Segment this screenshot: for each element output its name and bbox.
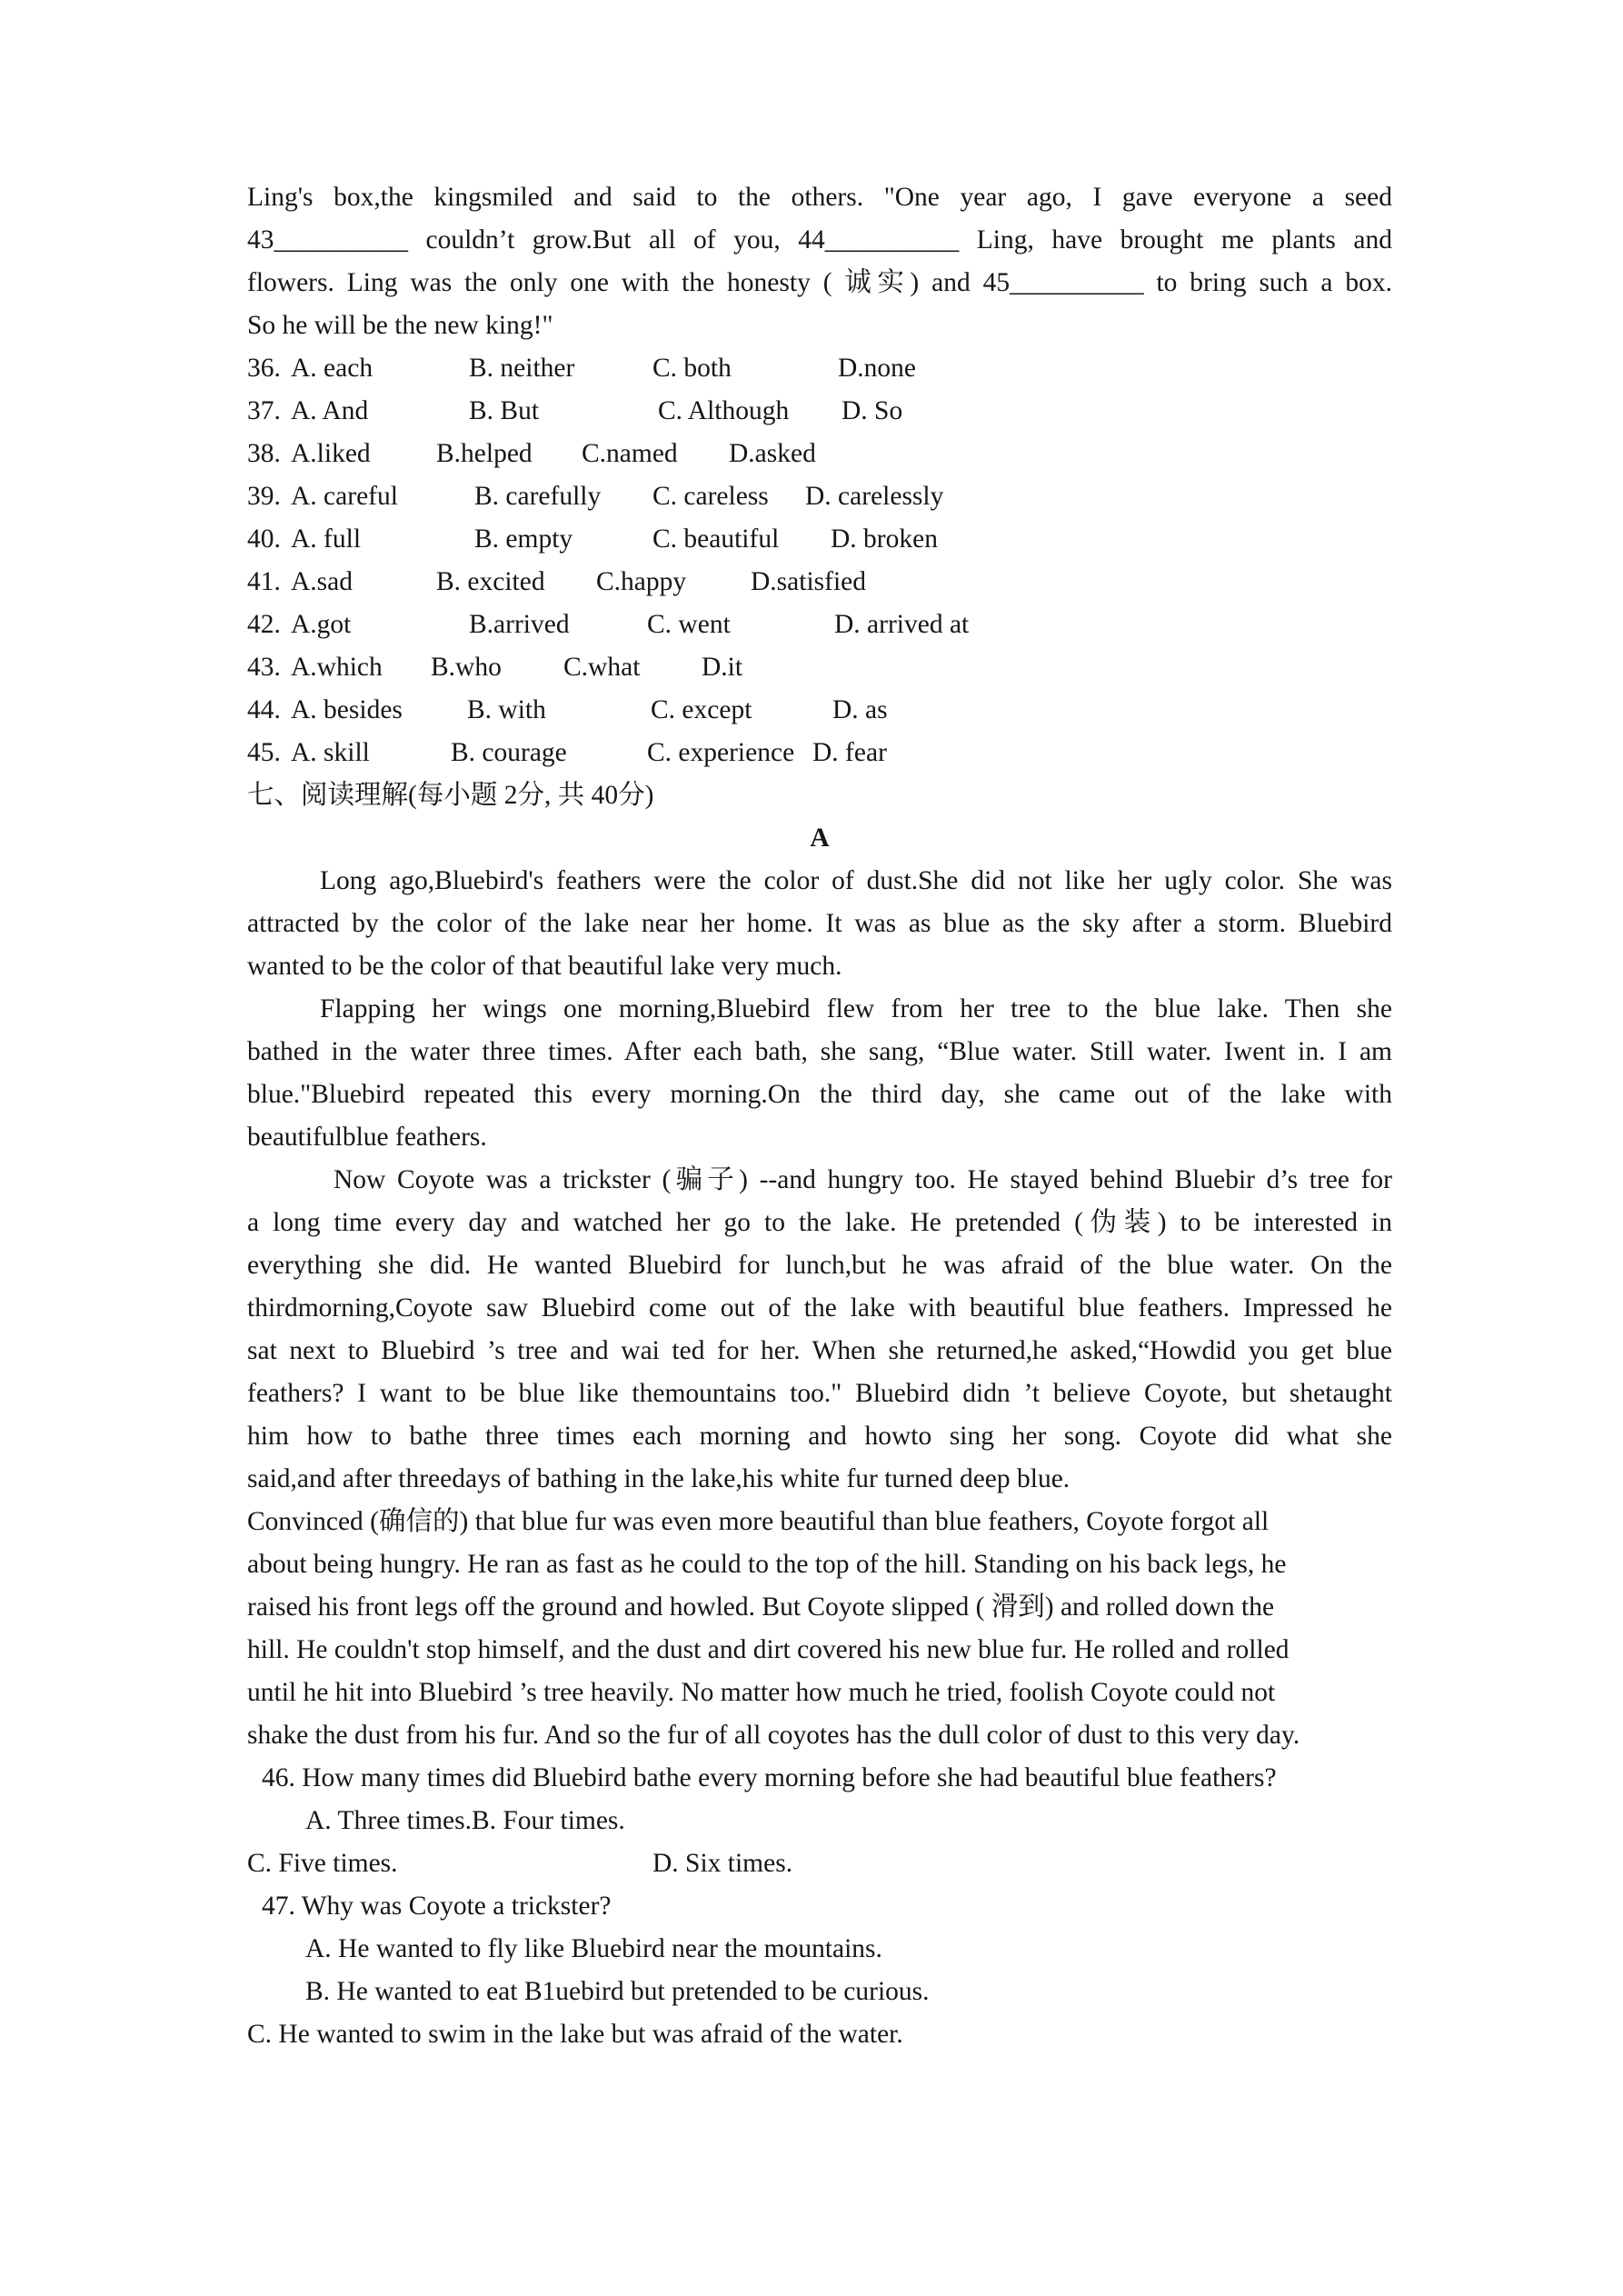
option-c: C. except: [651, 695, 752, 724]
option-row-36: [247, 347, 1392, 390]
cloze-options: [247, 347, 1392, 774]
option-row-39: [247, 475, 1392, 518]
passage-line: about being hungry. He ran as fast as he could to the top of the hill. Standing on his back legs, he: [247, 1550, 1287, 1579]
passage-line: shake the dust from his fur. And so the fur of all coyotes has the dull color of dust to this very day.: [247, 1721, 1300, 1750]
option-b: B. with: [467, 695, 546, 724]
passage-line: everything she did. He wanted Bluebird for lunch,but he was afraid of the blue water. On the: [247, 1251, 1392, 1280]
question-46-options-ab: A. Three times.B. Four times.: [305, 1806, 625, 1835]
option-c: C.what: [563, 653, 641, 682]
passage-line: sat next to Bluebird ’s tree and wai ted for her. When she returned,he asked,“Howdid you get blue: [247, 1336, 1392, 1365]
passage-line: beautifulblue feathers.: [247, 1123, 487, 1152]
question-47-option-a: A. He wanted to fly like Bluebird near the mountains.: [305, 1934, 882, 1963]
option-b: B. excited: [436, 567, 545, 596]
question-46: 46. How many times did Bluebird bathe every morning before she had beautiful blue feathers?: [262, 1763, 1277, 1792]
question-47-option-b: B. He wanted to eat B1uebird but pretended to be curious.: [305, 1977, 930, 2006]
option-d: D.it: [702, 653, 743, 682]
cloze-line: 43__________ couldn’t grow.But all of you, 44__________ Ling, have brought me plants and: [247, 225, 1392, 255]
option-number: 38.: [247, 439, 281, 468]
option-d: D. as: [832, 695, 888, 724]
passage-line: him how to bathe three times each morning and howto sing her song. Coyote did what she: [247, 1422, 1392, 1451]
cloze-line: Ling's box,the kingsmiled and said to the others. "One year ago, I gave everyone a seed: [247, 183, 1392, 212]
reading-passage: [247, 860, 1392, 1757]
option-b: B. empty: [474, 524, 573, 554]
passage-line: until he hit into Bluebird ’s tree heavily. No matter how much he tried, foolish Coyote could not: [247, 1678, 1276, 1707]
option-row-41: [247, 561, 1392, 604]
option-number: 41.: [247, 567, 281, 596]
question-46-option-d: D. Six times.: [652, 1849, 793, 1878]
passage-line: a long time every day and watched her go to the lake. He pretended (伪装) to be interested in: [247, 1208, 1392, 1237]
passage-line: Convinced (确信的) that blue fur was even more beautiful than blue feathers, Coyote forgot all: [247, 1507, 1270, 1536]
option-number: 40.: [247, 524, 281, 554]
option-row-42: [247, 604, 1392, 646]
option-d: D.none: [838, 354, 917, 383]
option-d: D. carelessly: [805, 482, 944, 511]
passage-line: blue."Bluebird repeated this every morning.On the third day, she came out of the lake with: [247, 1080, 1392, 1109]
option-c: C. careless: [652, 482, 769, 511]
option-a: A. full: [291, 524, 362, 554]
passage-label: A: [810, 824, 830, 853]
option-a: A.which: [291, 653, 383, 682]
option-b: B. courage: [451, 738, 567, 767]
option-c: C. both: [652, 354, 732, 383]
passage-line: feathers? I want to be blue like themountains too." Bluebird didn ’t believe Coyote, but shetaught: [247, 1379, 1392, 1408]
option-number: 45.: [247, 738, 281, 767]
option-c: C.named: [582, 439, 678, 468]
option-d: D.satisfied: [751, 567, 866, 596]
option-number: 43.: [247, 653, 281, 682]
option-row-40: [247, 518, 1392, 561]
option-row-37: [247, 390, 1392, 433]
questions: [247, 1757, 1392, 2056]
option-a: A. And: [291, 396, 369, 425]
option-b: B.helped: [436, 439, 533, 468]
option-a: A. each: [291, 354, 373, 383]
option-b: B.who: [431, 653, 502, 682]
option-b: B.arrived: [469, 610, 570, 639]
option-a: A. besides: [291, 695, 403, 724]
option-c: C. Although: [658, 396, 790, 425]
question-47: 47. Why was Coyote a trickster?: [262, 1892, 612, 1921]
passage-line: Now Coyote was a trickster (骗子) --and hungry too. He stayed behind Bluebir d’s tree for: [334, 1165, 1392, 1194]
passage-line: said,and after threedays of bathing in the lake,his white fur turned deep blue.: [247, 1464, 1070, 1493]
passage-line: bathed in the water three times. After each bath, she sang, “Blue water. Still water. Iwent in. I am: [247, 1037, 1392, 1066]
cloze-passage-end: [247, 176, 1392, 347]
question-47-option-c: C. He wanted to swim in the lake but was afraid of the water.: [247, 2020, 903, 2049]
option-number: 42.: [247, 610, 281, 639]
passage-line: wanted to be the color of that beautiful lake very much.: [247, 952, 842, 981]
option-row-44: [247, 689, 1392, 732]
option-d: D.asked: [729, 439, 816, 468]
option-a: A.sad: [291, 567, 353, 596]
exam-page: [247, 176, 1392, 2056]
cloze-line: So he will be the new king!": [247, 311, 553, 340]
option-number: 36.: [247, 354, 281, 383]
question-46-option-c: C. Five times.: [247, 1849, 398, 1878]
option-row-38: [247, 433, 1392, 475]
option-row-43: [247, 646, 1392, 689]
option-number: 37.: [247, 396, 281, 425]
question-46-options-cd: [247, 1842, 1392, 1885]
option-row-45: [247, 732, 1392, 774]
option-b: B. carefully: [474, 482, 602, 511]
option-number: 44.: [247, 695, 281, 724]
option-d: D. broken: [831, 524, 938, 554]
passage-line: Long ago,Bluebird's feathers were the color of dust.She did not like her ugly color. She was: [320, 866, 1392, 895]
option-a: A. skill: [291, 738, 370, 767]
passage-line: Flapping her wings one morning,Bluebird flew from her tree to the blue lake. Then she: [320, 994, 1392, 1023]
passage-line: hill. He couldn't stop himself, and the dust and dirt covered his new blue fur. He rolled and rolled: [247, 1635, 1289, 1664]
option-c: C. went: [647, 610, 731, 639]
option-b: B. neither: [469, 354, 575, 383]
passage-line: thirdmorning,Coyote saw Bluebird come out of the lake with beautiful blue feathers. Impressed he: [247, 1293, 1392, 1323]
option-b: B. But: [469, 396, 540, 425]
option-c: C. experience: [647, 738, 795, 767]
option-a: A.got: [291, 610, 352, 639]
option-d: D. So: [841, 396, 903, 425]
option-a: A. careful: [291, 482, 398, 511]
option-c: C.happy: [596, 567, 687, 596]
section-heading: 七、阅读理解(每小题 2分, 共 40分): [247, 781, 654, 810]
passage-line: raised his front legs off the ground and howled. But Coyote slipped ( 滑到) and rolled down the: [247, 1592, 1275, 1622]
option-number: 39.: [247, 482, 281, 511]
option-a: A.liked: [291, 439, 371, 468]
passage-line: attracted by the color of the lake near her home. It was as blue as the sky after a storm. Bluebird: [247, 909, 1392, 938]
cloze-line: flowers. Ling was the only one with the honesty ( 诚实) and 45__________ to bring such a box.: [247, 268, 1392, 297]
option-d: D. arrived at: [834, 610, 970, 639]
option-c: C. beautiful: [652, 524, 780, 554]
option-d: D. fear: [812, 738, 887, 767]
